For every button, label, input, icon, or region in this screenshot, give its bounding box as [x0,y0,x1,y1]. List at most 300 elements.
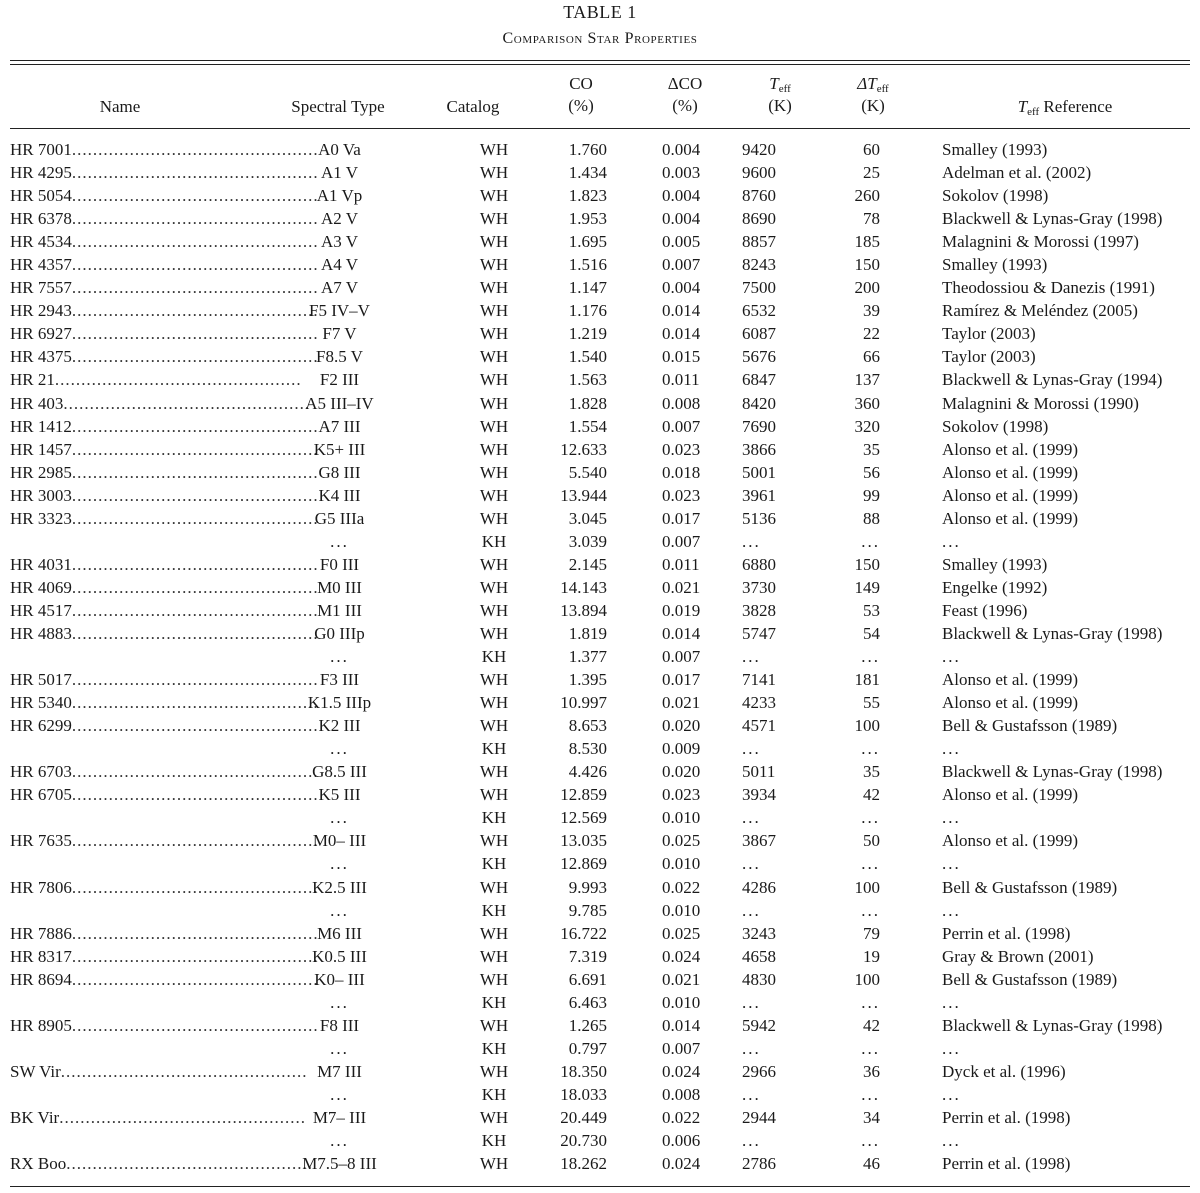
spectral-type-cell: M7 III [317,1061,362,1081]
spacer-cell [607,438,662,461]
spacer-cell [607,645,662,668]
catalog-cell: KH [481,739,507,759]
teff-cell: ... [742,808,761,828]
catalog-cell: WH [479,140,509,160]
header-co [551,73,611,117]
co-cell: 18.262 [560,1154,607,1174]
spacer-cell [607,806,662,829]
table-body [10,138,1190,1175]
catalog-cell: WH [479,324,509,344]
spacer-cell [607,599,662,622]
spacer-cell [607,668,662,691]
table-row [10,461,1190,484]
star-name: HR 21 [10,370,55,390]
table-row [10,415,1190,438]
delta-co-cell: 0.018 [662,462,701,482]
spacer-cell [607,138,662,161]
leader-dots: ............................................... [71,577,319,597]
delta-co-cell: 0.007 [662,531,701,551]
delta-teff-cell: 66 [863,347,880,367]
delta-teff-cell: 200 [854,278,880,298]
delta-teff-cell: 100 [854,877,880,897]
delta-co-cell: 0.007 [662,416,701,436]
table-row [10,714,1190,737]
reference-cell: Adelman et al. (2002) [942,163,1092,183]
star-name: HR 7635 [10,831,72,851]
reference-cell: Blackwell & Lynas-Gray (1998) [942,209,1163,229]
spectral-type-cell: G5 IIIa [314,508,365,528]
teff-cell: 8420 [742,393,776,413]
delta-teff-cell: 320 [854,416,880,436]
teff-cell: 5001 [742,462,776,482]
catalog-cell: WH [479,301,509,321]
header-delta-teff-unit: (K) [861,96,885,115]
spacer-cell [607,299,662,322]
co-cell: 1.695 [568,232,607,252]
delta-co-cell: 0.011 [662,370,700,390]
table-row [10,645,1190,668]
co-cell: 18.033 [560,1084,607,1104]
delta-co-cell: 0.010 [662,854,701,874]
leader-dots: ............................................... [71,785,319,805]
spectral-type-cell: F7 V [322,324,357,344]
delta-co-cell: 0.010 [662,992,701,1012]
star-name: HR 4883 [10,624,72,643]
star-name: HR 4031 [10,554,72,574]
table-row [10,438,1190,461]
co-cell: 12.859 [560,785,607,805]
name-cell [10,1083,235,1106]
reference-cell: Perrin et al. (1998) [942,1154,1071,1174]
teff-cell: ... [742,1038,761,1058]
spectral-type-cell: ... [330,808,349,828]
co-cell: 1.516 [568,255,607,275]
spacer-cell [607,783,662,806]
name-cell [10,299,319,322]
table-row [10,1129,1190,1152]
delta-co-cell: 0.024 [662,1154,701,1174]
teff-cell: 7690 [742,416,776,436]
co-cell: 0.797 [568,1038,607,1058]
teff-cell: 7141 [742,670,776,690]
delta-co-cell: 0.005 [662,232,701,252]
teff-cell: 5676 [742,347,776,367]
reference-cell: Alonso et al. (1999) [942,462,1078,482]
delta-teff-cell: 34 [863,1107,880,1127]
header-teff-unit: (K) [768,96,792,115]
reference-cell: Alonso et al. (1999) [942,485,1078,505]
catalog-cell: WH [479,278,509,298]
spacer-cell [607,230,662,253]
teff-cell: ... [742,739,761,759]
co-cell: 6.691 [568,969,607,989]
reference-cell: ... [942,808,961,828]
spacer-cell [607,415,662,438]
teff-cell: 6532 [742,301,776,321]
teff-cell: ... [742,1131,761,1151]
catalog-cell: WH [479,370,509,390]
leader-dots: ............................................... [71,163,319,183]
co-cell: 12.633 [560,439,607,459]
co-cell: 9.993 [568,877,607,897]
teff-cell: ... [742,900,761,920]
reference-cell: Sokolov (1998) [942,186,1049,206]
spectral-type-cell: M0– III [312,831,367,851]
delta-co-cell: 0.017 [662,508,701,528]
delta-teff-cell: 46 [863,1154,880,1174]
spectral-type-cell: G0 IIIp [314,624,365,643]
name-cell [10,737,235,760]
spacer-cell [607,507,662,530]
name-cell [10,461,319,484]
spacer-cell [607,1014,662,1037]
spacer-cell [607,345,662,368]
catalog-cell: WH [479,347,509,367]
delta-co-cell: 0.022 [662,877,701,897]
catalog-cell: WH [479,255,509,275]
leader-dots: ............................................... [71,301,319,321]
teff-cell: 5136 [742,508,776,528]
spectral-type-cell: A1 V [321,163,358,183]
catalog-cell: WH [479,969,509,989]
name-cell [10,714,319,737]
table-row [10,553,1190,576]
table-row [10,1037,1190,1060]
spacer-cell [607,945,662,968]
table-row [10,484,1190,507]
star-name: HR 2943 [10,301,72,321]
leader-dots: ............................................... [71,716,319,736]
delta-teff-cell: 149 [854,577,880,597]
table-row [10,345,1190,368]
spacer-cell [607,184,662,207]
spacer-cell [607,737,662,760]
catalog-cell: WH [479,485,509,505]
teff-cell: 3867 [742,831,776,851]
delta-co-cell: 0.024 [662,946,701,966]
teff-cell: 4286 [742,877,776,897]
spacer-cell [607,368,662,391]
reference-cell: Taylor (2003) [942,347,1036,367]
name-cell [10,899,235,922]
reference-cell: ... [942,1131,961,1151]
star-name: SW Vir [10,1061,61,1081]
delta-teff-cell: 35 [863,762,880,782]
star-name: HR 5340 [10,693,72,713]
table-row [10,760,1190,783]
co-cell: 2.145 [568,554,607,574]
table-row [10,322,1190,345]
co-cell: 3.039 [568,531,607,551]
table-row [10,806,1190,829]
delta-teff-cell: 100 [854,716,880,736]
header-teff-label: $T_{eff}$ [769,74,791,95]
delta-teff-cell: 137 [854,370,880,390]
spectral-type-cell: F2 III [319,370,360,390]
co-cell: 14.143 [560,577,607,597]
delta-teff-cell: 99 [863,485,880,505]
name-cell [10,530,235,553]
star-name: HR 7806 [10,877,72,897]
catalog-cell: WH [479,163,509,183]
name-cell [10,415,319,438]
leader-dots: ............................................... [71,946,319,966]
star-name: HR 8694 [10,969,72,989]
reference-cell: Bell & Gustafsson (1989) [942,716,1118,736]
catalog-cell: WH [479,1015,509,1035]
catalog-cell: WH [479,1107,509,1127]
name-cell [10,438,319,461]
spectral-type-cell: M6 III [317,923,362,943]
co-cell: 1.760 [568,140,607,160]
catalog-cell: WH [479,1154,509,1174]
leader-dots: ............................................... [71,762,319,782]
catalog-cell: WH [479,1061,509,1081]
table-row [10,968,1190,991]
name-cell [10,253,319,276]
spectral-type-cell: ... [330,647,349,667]
table-row [10,599,1190,622]
table-row [10,184,1190,207]
name-cell [10,760,319,783]
spectral-type-cell: ... [330,854,349,874]
catalog-cell: WH [479,393,509,413]
teff-cell: 7500 [742,278,776,298]
name-cell [10,668,319,691]
name-cell [10,1037,235,1060]
leader-dots: ............................................... [71,209,319,229]
teff-cell: ... [742,531,761,551]
reference-cell: Dyck et al. (1996) [942,1061,1066,1081]
reference-cell: ... [942,1038,961,1058]
name-cell [10,1060,308,1083]
spectral-type-cell: A7 V [321,278,358,298]
header-co-unit: (%) [568,96,594,115]
delta-co-cell: 0.006 [662,1131,701,1151]
leader-dots: ............................................... [59,1107,306,1127]
table-row [10,945,1190,968]
delta-teff-cell: ... [861,1038,880,1058]
table-row [10,507,1190,530]
delta-teff-cell: ... [861,992,880,1012]
delta-co-cell: 0.009 [662,739,701,759]
teff-cell: 9420 [742,140,776,160]
header-name: Name [99,97,141,116]
reference-cell: Engelke (1992) [942,577,1048,597]
spacer-cell [607,461,662,484]
spacer-cell [607,161,662,184]
star-name: HR 7886 [10,923,72,943]
co-cell: 16.722 [560,923,607,943]
header-delta-co-label: ΔCO [667,74,703,93]
teff-cell: 8690 [742,209,776,229]
table-row [10,783,1190,806]
spacer-cell [607,576,662,599]
delta-co-cell: 0.007 [662,1038,701,1058]
reference-cell: Alonso et al. (1999) [942,439,1078,459]
co-cell: 20.449 [560,1107,607,1127]
co-cell: 8.530 [568,739,607,759]
reference-cell: ... [942,992,961,1012]
teff-cell: 3934 [742,785,776,805]
co-cell: 6.463 [568,992,607,1012]
co-cell: 1.554 [568,416,607,436]
star-name: HR 6378 [10,209,72,229]
spacer-cell [607,1060,662,1083]
spectral-type-cell: F5 IV–V [309,301,370,321]
teff-cell: 5011 [742,762,776,782]
star-name: HR 6299 [10,716,72,736]
table-row [10,276,1190,299]
leader-dots: ............................................... [71,670,319,690]
leader-dots: ............................................... [71,508,319,528]
teff-cell: 4830 [742,969,776,989]
header-delta-co-unit: (%) [672,96,698,115]
name-cell [10,1129,235,1152]
delta-co-cell: 0.010 [662,808,701,828]
spectral-type-cell: A5 III–IV [305,393,374,413]
spectral-type-cell: A2 V [321,209,358,229]
delta-teff-cell: ... [861,854,880,874]
delta-co-cell: 0.014 [662,324,701,344]
co-cell: 13.894 [560,600,607,620]
name-cell [10,945,319,968]
spectral-type-cell: A0 Va [318,140,361,160]
teff-cell: 3866 [742,439,776,459]
spacer-cell [607,484,662,507]
table-row [10,207,1190,230]
reference-cell: ... [942,739,961,759]
teff-cell: 6847 [742,370,776,390]
spacer-cell [607,922,662,945]
delta-teff-cell: 42 [863,1015,880,1035]
delta-teff-cell: 150 [854,554,880,574]
header-spectral-type: Spectral Type [291,97,385,116]
delta-co-cell: 0.003 [662,163,701,183]
star-name: HR 403 [10,393,64,413]
leader-dots: ............................................... [71,140,319,160]
spectral-type-cell: K0– III [314,969,365,989]
spectral-type-cell: M7– III [312,1107,367,1127]
reference-cell: Taylor (2003) [942,324,1036,344]
leader-dots: ............................................... [71,969,319,989]
spectral-type-cell: F8.5 V [316,347,363,367]
table-row [10,253,1190,276]
leader-dots: ............................................... [71,324,319,344]
co-cell: 1.540 [568,347,607,367]
spacer-cell [607,207,662,230]
star-name: HR 3003 [10,485,72,505]
reference-cell: Smalley (1993) [942,140,1048,160]
reference-cell: Feast (1996) [942,600,1028,620]
reference-cell: Malagnini & Morossi (1997) [942,232,1139,252]
delta-co-cell: 0.019 [662,600,701,620]
reference-cell: Smalley (1993) [942,255,1048,275]
spectral-type-cell: K0.5 III [312,946,367,966]
catalog-cell: WH [479,416,509,436]
catalog-cell: WH [479,508,509,528]
delta-teff-cell: 60 [863,140,880,160]
catalog-cell: WH [479,439,509,459]
name-cell [10,276,319,299]
header-catalog: Catalog [446,97,500,116]
name-cell [10,829,319,852]
table-row [10,161,1190,184]
spacer-cell [607,760,662,783]
delta-co-cell: 0.025 [662,923,701,943]
co-cell: 13.035 [560,831,607,851]
spacer-cell [607,253,662,276]
name-cell [10,138,319,161]
name-cell [10,184,319,207]
spacer-cell [607,553,662,576]
spectral-type-cell: ... [330,739,349,759]
catalog-cell: WH [479,209,509,229]
name-cell [10,576,319,599]
delta-co-cell: 0.020 [662,762,701,782]
delta-teff-cell: 79 [863,923,880,943]
delta-teff-cell: 36 [863,1061,880,1081]
teff-cell: 8243 [742,255,776,275]
leader-dots: ............................................... [71,624,319,643]
bottom-rule [10,1186,1190,1187]
reference-cell: ... [942,854,961,874]
delta-teff-cell: ... [861,1084,880,1104]
delta-teff-cell: 88 [863,508,880,528]
leader-dots: ............................................... [54,370,302,390]
delta-co-cell: 0.024 [662,1061,701,1081]
top-rule-double [10,64,1190,65]
leader-dots: ............................................... [71,232,319,252]
table-row [10,876,1190,899]
spectral-type-cell: G8 III [318,462,361,482]
name-cell [10,392,311,415]
spectral-type-cell: K1.5 IIIp [307,693,372,713]
spacer-cell [607,691,662,714]
spectral-type-cell: ... [330,1131,349,1151]
leader-dots: ............................................... [63,393,311,413]
teff-cell: 6880 [742,554,776,574]
co-cell: 1.147 [568,278,607,298]
table-row [10,922,1190,945]
star-name: RX Boo [10,1154,67,1174]
leader-dots: ............................................... [71,439,319,459]
spacer-cell [607,530,662,553]
spacer-cell [607,1129,662,1152]
co-cell: 1.395 [568,670,607,690]
table-row [10,829,1190,852]
table-row [10,1060,1190,1083]
catalog-cell: WH [479,762,509,782]
table-row [10,1152,1190,1175]
name-cell [10,507,319,530]
co-cell: 13.944 [560,485,607,505]
delta-co-cell: 0.004 [662,140,701,160]
delta-teff-cell: 100 [854,969,880,989]
catalog-cell: KH [481,531,507,551]
catalog-cell: WH [479,946,509,966]
teff-cell: 2944 [742,1107,776,1127]
delta-teff-cell: 56 [863,462,880,482]
reference-cell: Blackwell & Lynas-Gray (1998) [942,762,1163,782]
name-cell [10,806,235,829]
delta-co-cell: 0.023 [662,485,701,505]
spacer-cell [607,852,662,875]
leader-dots: ............................................... [71,600,319,620]
delta-teff-cell: 54 [863,624,880,643]
spacer-cell [607,1152,662,1175]
delta-co-cell: 0.021 [662,577,701,597]
